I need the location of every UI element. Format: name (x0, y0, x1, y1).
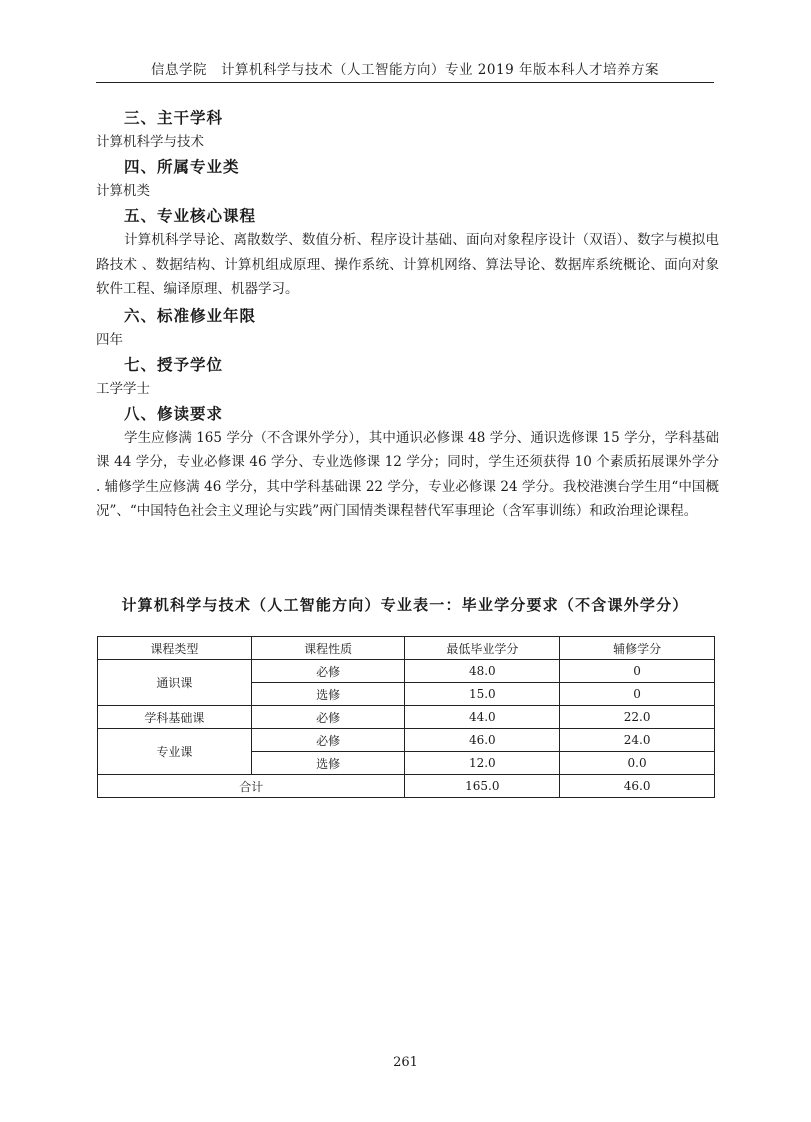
section-heading: 五、专业核心课程 (124, 207, 257, 225)
section-degree (96, 353, 719, 401)
column-header: 课程类型 (98, 637, 252, 660)
section-heading: 六、标准修业年限 (124, 306, 257, 325)
minor-credits-cell: 0 (560, 660, 715, 683)
section-body: 计算机类 (96, 183, 150, 199)
total-minor-credits-cell: 46.0 (560, 775, 715, 798)
header-divider (96, 82, 714, 83)
section-body: 计算机科学导论、离散数学、数值分析、程序设计基础、面向对象程序设计（双语）、数字与模拟电路技术 、数据结构、计算机组成原理、操作系统、计算机网络、算法导论、数据库系统概论、面向对象软件工程、编译原理、机器学习。 (96, 232, 719, 297)
minor-credits-cell: 24.0 (560, 729, 715, 752)
section-heading: 四、所属专业类 (124, 158, 240, 176)
table-header-row (98, 637, 715, 660)
section-study-length (96, 304, 719, 352)
section-body: 四年 (96, 331, 123, 348)
column-header: 最低毕业学分 (405, 637, 560, 660)
course-nature-cell: 选修 (251, 683, 405, 706)
section-body: 计算机科学与技术 (96, 134, 204, 150)
min-credits-cell: 48.0 (405, 660, 560, 683)
total-label-cell: 合计 (98, 775, 405, 798)
section-body: 学生应修满 165 学分（不含课外学分），其中通识必修课 48 学分、通识选修课 15 学分，学科基础课 44 学分，专业必修课 46 学分、专业选修课 12 学分；同时，学生还须获得 10 个素质拓展课外学分 . 辅修学生应修满 46 学分，其中学科基础课 22 学分，专业必修课 24 学分。我校港澳台学生用“中国概况”、“中国特色社会主义理论与实践”两门国情类课程替代军事理论（含军事训练）和政治理论课程。 (96, 429, 719, 519)
page-number: 261 (393, 1055, 418, 1070)
section-heading: 三、主干学科 (124, 109, 224, 127)
document-body (96, 106, 719, 526)
page-header: 信息学院 计算机科学与技术（人工智能方向）专业 2019 年版本科人才培养方案 (151, 62, 659, 78)
credits-table (97, 636, 715, 798)
column-header: 辅修学分 (560, 637, 715, 660)
section-heading: 七、授予学位 (124, 355, 224, 374)
course-nature-cell: 必修 (251, 706, 405, 729)
total-min-credits-cell: 165.0 (405, 775, 560, 798)
section-major-category (96, 155, 719, 203)
min-credits-cell: 46.0 (405, 729, 560, 752)
table-total-row (98, 775, 715, 798)
table-row (98, 706, 715, 729)
table-row (98, 729, 715, 752)
section-major-discipline (96, 106, 719, 154)
course-type-cell: 学科基础课 (98, 706, 252, 729)
course-type-cell: 专业课 (98, 729, 252, 775)
course-nature-cell: 必修 (251, 729, 405, 752)
minor-credits-cell: 0.0 (560, 752, 715, 775)
minor-credits-cell: 0 (560, 683, 715, 706)
min-credits-cell: 12.0 (405, 752, 560, 775)
min-credits-cell: 44.0 (405, 706, 560, 729)
course-nature-cell: 选修 (251, 752, 405, 775)
course-nature-cell: 必修 (251, 660, 405, 683)
section-heading: 八、修读要求 (124, 404, 224, 423)
table-row (98, 660, 715, 683)
column-header: 课程性质 (251, 637, 405, 660)
section-body: 工学学士 (96, 380, 150, 397)
minor-credits-cell: 22.0 (560, 706, 715, 729)
course-type-cell: 通识课 (98, 660, 252, 706)
section-core-courses (96, 204, 719, 302)
min-credits-cell: 15.0 (405, 683, 560, 706)
table-title: 计算机科学与技术（人工智能方向）专业表一：毕业学分要求（不含课外学分） (121, 596, 689, 614)
section-requirements (96, 402, 719, 524)
